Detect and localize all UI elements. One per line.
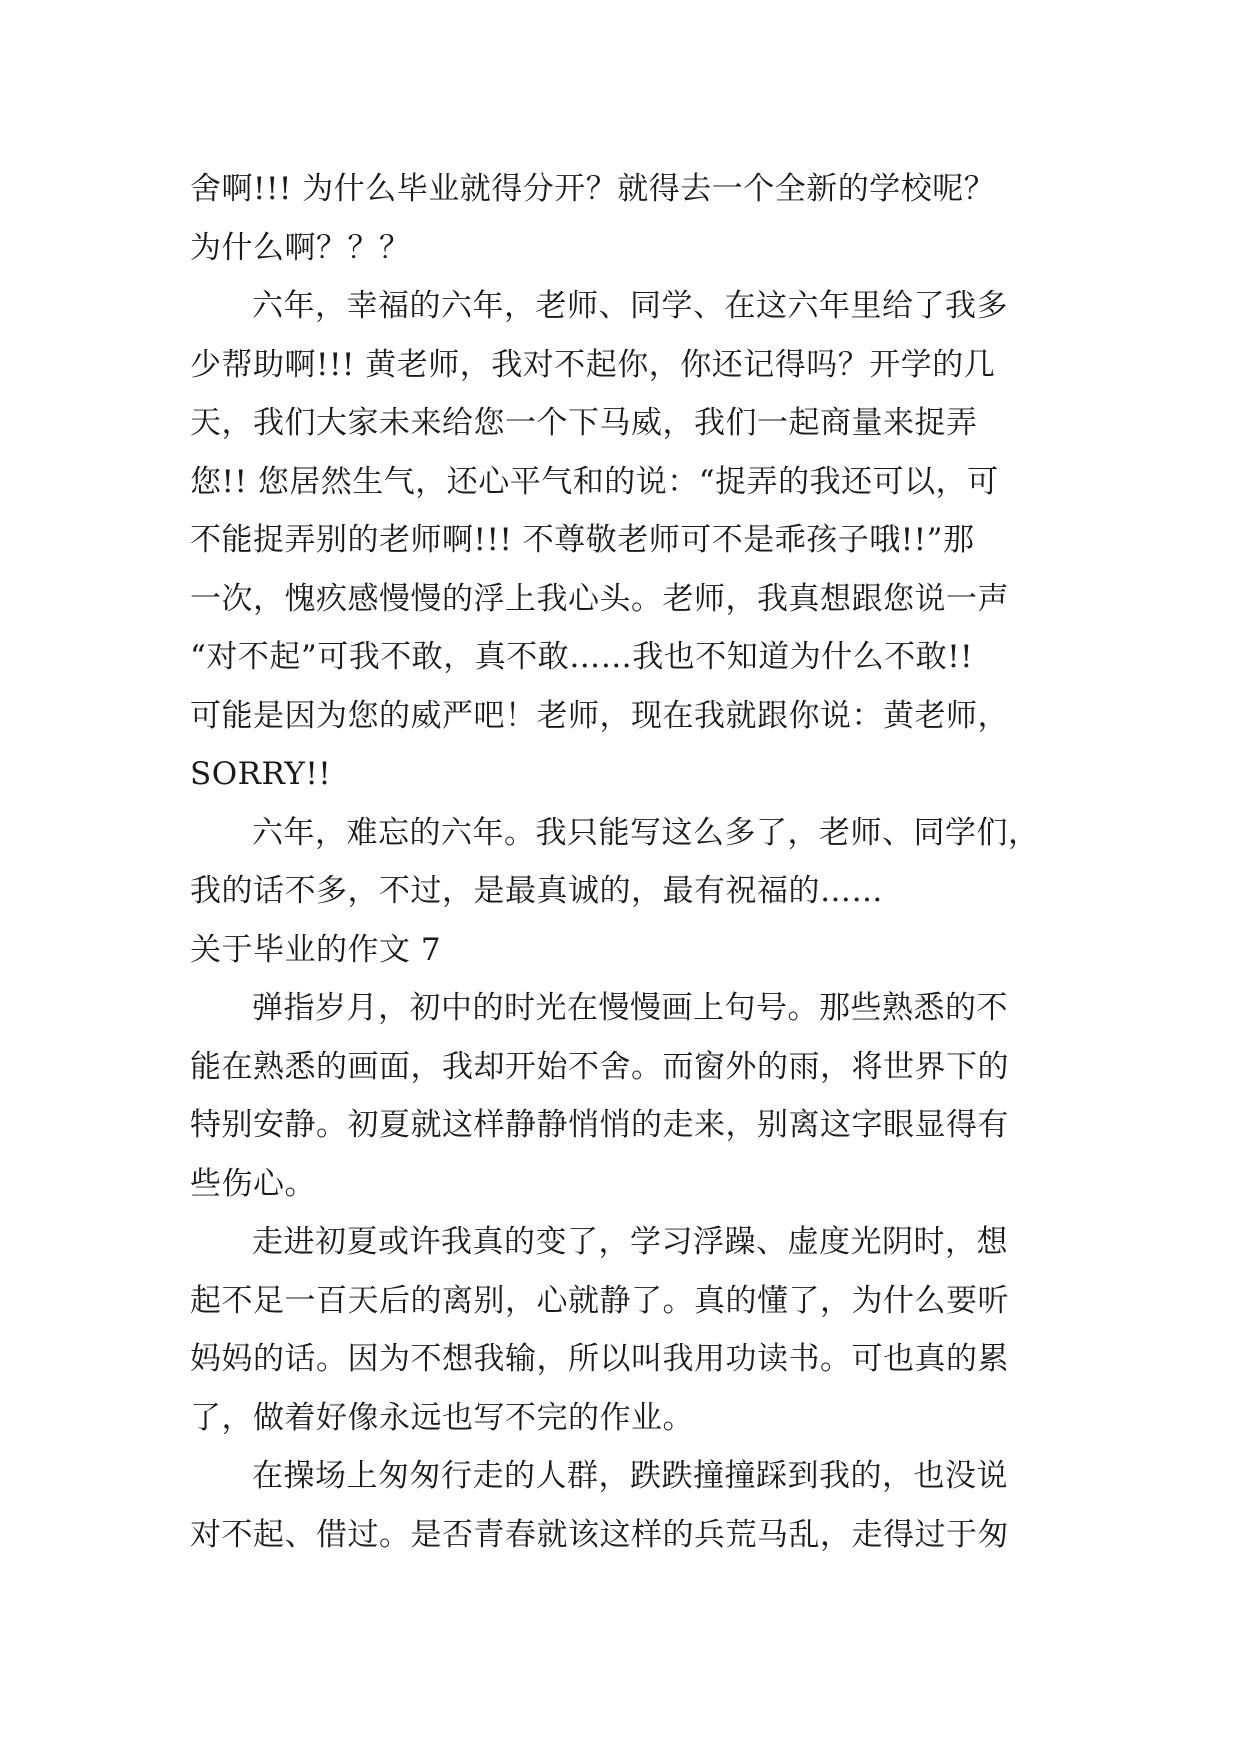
text-line: 舍啊!!! 为什么毕业就得分开？就得去一个全新的学校呢？ (190, 171, 996, 207)
text-line: 特别安静。初夏就这样静静悄悄的走来，别离这字眼显得有 (190, 1107, 1009, 1143)
paragraph-continuation (190, 160, 1070, 277)
paragraph-early-summer (190, 1213, 1070, 1447)
text-line: “对不起”可我不敢，真不敢……我也不知道为什么不敢!! (190, 639, 974, 675)
text-line: 天，我们大家未来给您一个下马威，我们一起商量来捉弄 (190, 405, 978, 441)
text-line: 些伤心。 (190, 1165, 316, 1202)
text-line: 六年，难忘的六年。我只能写这么多了，老师、同学们， (252, 814, 1040, 851)
document-body (190, 160, 1070, 1564)
text-line: 在操场上匆匆行走的人群，跌跌撞撞踩到我的，也没说 (252, 1458, 1008, 1494)
paragraph-time-passing (190, 979, 1070, 1213)
paragraph-unforgettable (190, 804, 1070, 921)
essay-heading (190, 921, 1070, 980)
text-line: 可能是因为您的威严吧！老师，现在我就跟你说：黄老师， (190, 697, 1009, 734)
paragraph-playground (190, 1447, 1070, 1564)
text-line: 六年，幸福的六年，老师、同学、在这六年里给了我多 (252, 288, 1008, 324)
heading-text: 关于毕业的作文 7 (190, 931, 442, 968)
text-line: 少帮助啊!!! 黄老师，我对不起你，你还记得吗？开学的几 (190, 346, 996, 383)
paragraph-teacher-apology (190, 277, 1070, 804)
text-line: 您!! 您居然生气，还心平气和的说：“捉弄的我还可以，可 (190, 463, 999, 500)
text-line: 了，做着好像永远也写不完的作业。 (190, 1399, 694, 1436)
text-line: 起不足一百天后的离别，心就静了。真的懂了，为什么要听 (190, 1282, 1009, 1319)
text-line: SORRY!! (190, 756, 332, 792)
text-line: 对不起、借过。是否青春就该这样的兵荒马乱，走得过于匆 (190, 1516, 1009, 1553)
text-line: 妈妈的话。因为不想我输，所以叫我用功读书。可也真的累 (190, 1341, 1009, 1377)
text-line: 弹指岁月，初中的时光在慢慢画上句号。那些熟悉的不 (252, 990, 1008, 1026)
text-line: 我的话不多，不过，是最真诚的，最有祝福的…… (190, 873, 883, 909)
text-line: 能在熟悉的画面，我却开始不舍。而窗外的雨，将世界下的 (190, 1048, 1009, 1085)
text-line: 不能捉弄别的老师啊!!! 不尊敬老师可不是乖孩子哦!!”那 (190, 522, 975, 558)
text-line: 一次，愧疚感慢慢的浮上我心头。老师，我真想跟您说一声 (190, 580, 1009, 617)
text-line: 走进初夏或许我真的变了，学习浮躁、虚度光阴时，想 (252, 1224, 1008, 1260)
text-line: 为什么啊？？？ (190, 229, 411, 266)
